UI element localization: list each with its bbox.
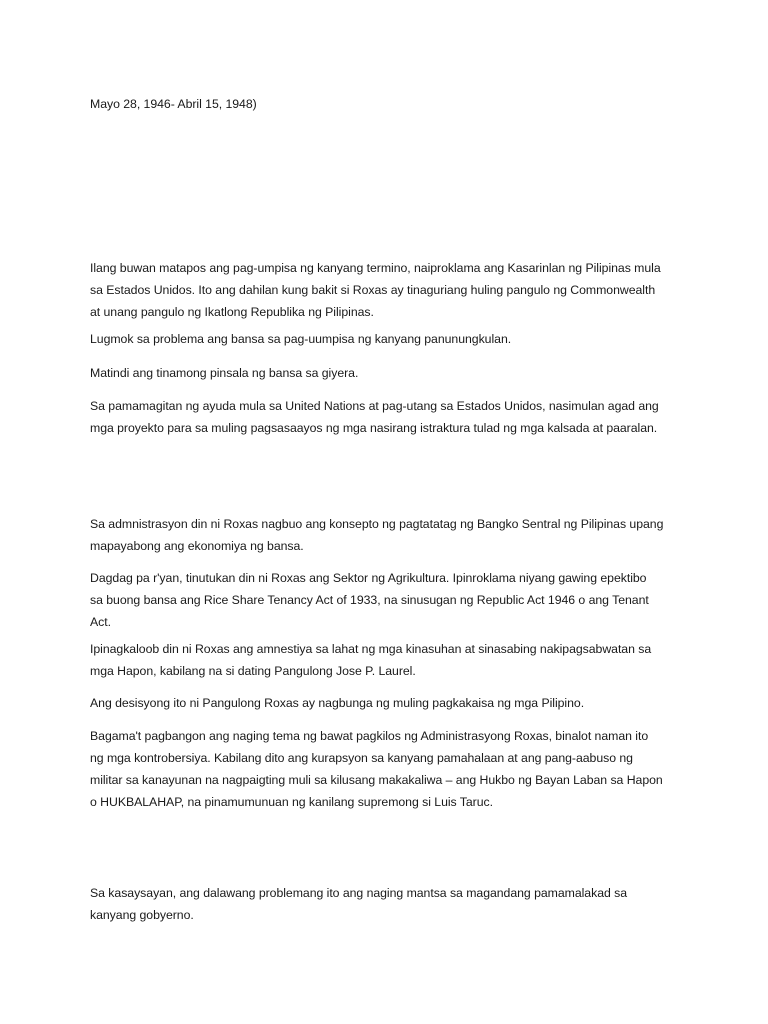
paragraph-aid: Sa pamamagitan ng ayuda mula sa United Nations at pag-utang sa Estados Unidos, nasimulan agad ang mga proyekto para sa muling pagsasaayos ng mga nasirang istraktura tulad ng mga kalsada at paaralan.: [90, 399, 659, 435]
paragraph-problems: Lugmok sa problema ang bansa sa pag-uumpisa ng kanyang panunungkulan.: [90, 332, 512, 346]
paragraph-agriculture: Dagdag pa r'yan, tinutukan din ni Roxas ang Sektor ng Agrikultura. Ipinroklama niyang gawing epektibo sa buong bansa ang Rice Share Tenancy Act of 1933, na sinusugan ng Republic Act 1946 o ang Tenant Act.: [90, 571, 649, 629]
paragraph-controversies: Bagama't pagbangon ang naging tema ng bawat pagkilos ng Administrasyong Roxas, binalot naman ito ng mga kontrobersiya. Kabilang dito ang kurapsyon sa kanyang pamahalaan at ang pang-aabuso ng militar sa kanayunan na nagpaigting muli sa kilusang makakaliwa – ang Hukbo ng Bayan Laban sa Hapon o HUKBALAHAP, na pinamumunuan ng kanilang supremong si Luis Taruc.: [90, 729, 663, 809]
paragraph-amnesty: Ipinagkaloob din ni Roxas ang amnestiya sa lahat ng mga kinasuhan at sinasabing nakipagsabwatan sa mga Hapon, kabilang na si dating Pangulong Jose P. Laurel.: [90, 642, 652, 678]
paragraph-central-bank: Sa admnistrasyon din ni Roxas nagbuo ang konsepto ng pagtatatag ng Bangko Sentral ng Pilipinas upang mapayabong ang ekonomiya ng bansa.: [90, 517, 664, 553]
paragraph-unity: Ang desisyong ito ni Pangulong Roxas ay nagbunga ng muling pagkakaisa ng mga Pilipino.: [90, 696, 585, 710]
paragraph-war-damage: Matindi ang tinamong pinsala ng bansa sa giyera.: [90, 366, 359, 380]
date-range-text: Mayo 28, 1946- Abril 15, 1948): [90, 97, 257, 111]
paragraph-history: Sa kasaysayan, ang dalawang problemang ito ang naging mantsa sa magandang pamamalakad sa kanyang gobyerno.: [90, 886, 628, 922]
paragraph-independence: Ilang buwan matapos ang pag-umpisa ng kanyang termino, naiproklama ang Kasarinlan ng Pilipinas mula sa Estados Unidos. Ito ang dahilan kung bakit si Roxas ay tinaguriang huling pangulo ng Commonwealth at unang pangulo ng Ikatlong Republika ng Pilipinas.: [90, 261, 661, 319]
